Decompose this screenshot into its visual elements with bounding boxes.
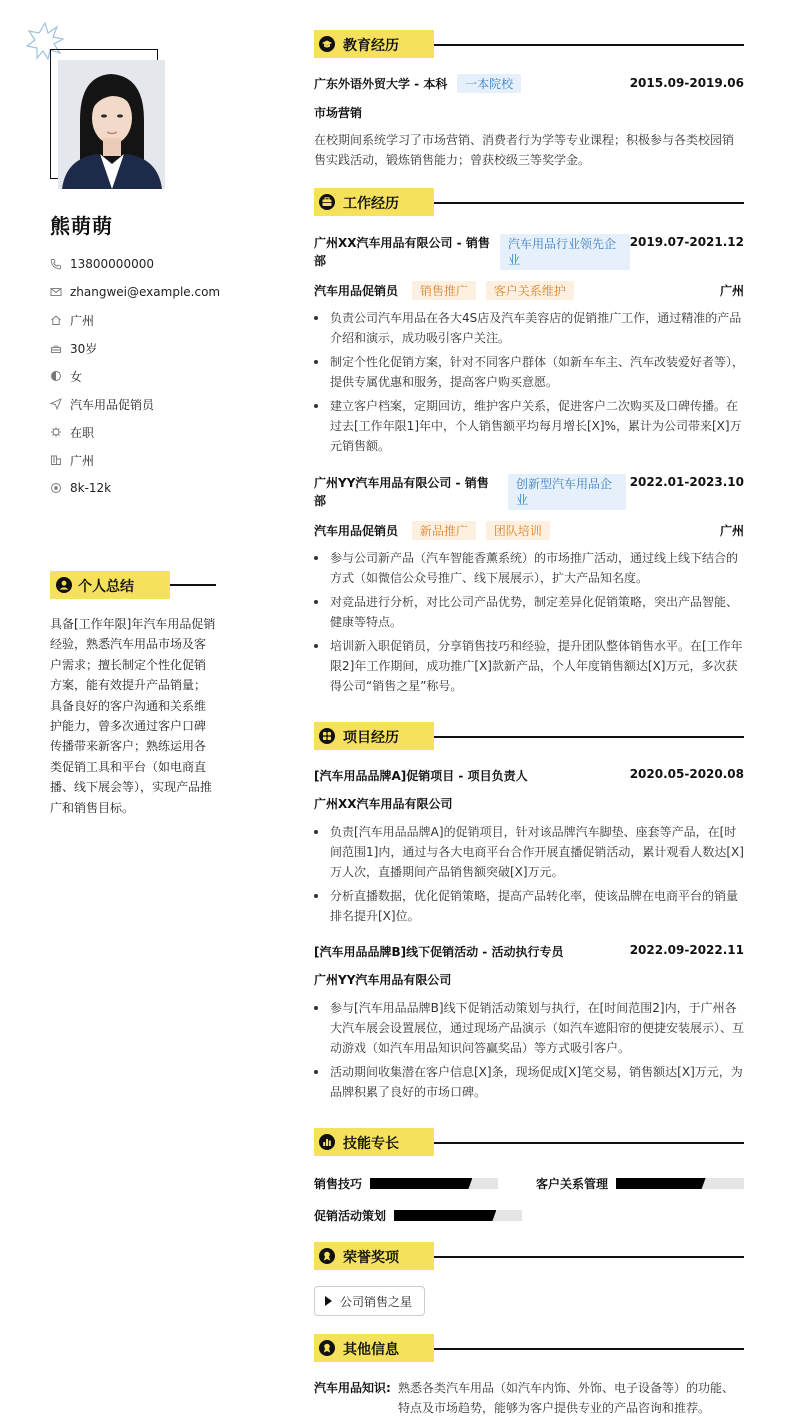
avatar xyxy=(58,60,165,189)
info-status xyxy=(50,418,250,446)
job-tag: 客户关系维护 xyxy=(486,281,574,300)
honors-title: 荣誉奖项 xyxy=(343,1250,399,1266)
other-text: 熟悉各类汽车用品（如汽车内饰、外饰、电子设备等）的功能、特点及市场趋势，能够为客户提供专业的产品咨询和推荐。 xyxy=(398,1381,735,1415)
status-value: 在职 xyxy=(70,425,95,440)
age-value: 30岁 xyxy=(70,341,98,356)
skill-name: 销售技巧 xyxy=(314,1177,363,1191)
bar-chart-icon xyxy=(319,1134,335,1150)
position-icon xyxy=(50,398,62,410)
skill-fill xyxy=(370,1178,472,1189)
work-title: 工作经历 xyxy=(343,196,399,212)
job-company-tag: 创新型汽车用品企业 xyxy=(508,474,626,510)
award-icon xyxy=(319,1248,335,1264)
summary-title: 个人总结 xyxy=(78,579,134,595)
salary-value: 8k-12k xyxy=(70,481,112,495)
projects-title: 项目经历 xyxy=(343,730,399,746)
section-header-line xyxy=(434,202,744,204)
skill-item xyxy=(314,1207,522,1224)
grid-icon xyxy=(319,728,335,744)
job-city: 广州 xyxy=(719,524,744,538)
other-section-header xyxy=(314,1334,744,1362)
salary-icon xyxy=(50,482,62,494)
list-item: 参与[汽车用品品牌B]线下促销活动策划与执行，在[时间范围2]内，于广州各大汽车展会设置展位，通过现场产品演示（如汽车遮阳帘的便捷安装展示）、互动游戏（如汽车用品知识问答赢奖品）等方式吸引客户。 xyxy=(314,998,744,1058)
skills-section-header xyxy=(314,1128,744,1156)
skill-fill xyxy=(616,1178,706,1189)
gender-value: 女 xyxy=(70,369,83,384)
education-section-header xyxy=(314,30,744,58)
list-item: 分析直播数据，优化促销策略，提高产品转化率，使该品牌在电商平台的销量排名提升[X]位。 xyxy=(314,886,744,926)
left-column xyxy=(0,0,260,1418)
education-desc: 在校期间系统学习了市场营销、消费者行为学等专业课程；积极参与各类校园销售实践活动，锻炼销售能力；曾获校级三等奖学金。 xyxy=(314,133,735,167)
graduation-cap-icon xyxy=(319,36,335,52)
skill-item xyxy=(314,1175,498,1192)
info-phone xyxy=(50,250,250,278)
skill-name: 客户关系管理 xyxy=(536,1177,609,1191)
education-title: 教育经历 xyxy=(343,38,399,54)
project-name: [汽车用品品牌A]促销项目 - 项目负责人 xyxy=(314,769,528,783)
award-icon xyxy=(319,1340,335,1356)
gender-icon xyxy=(50,370,62,382)
project-header xyxy=(314,943,744,963)
section-header-line xyxy=(434,1142,744,1144)
city-icon xyxy=(50,454,62,466)
school-tag: 一本院校 xyxy=(457,74,521,93)
list-item: 负责公司汽车用品在各大4S店及汽车美容店的促销推广工作，通过精准的产品介绍和演示，成功吸引客户关注。 xyxy=(314,308,744,348)
job-company: 广州XX汽车用品有限公司 - 销售部 xyxy=(314,236,490,268)
job-role-row xyxy=(314,521,744,541)
honors-section-header xyxy=(314,1242,744,1270)
info-home xyxy=(50,306,250,334)
job-role-row xyxy=(314,281,744,301)
home-icon xyxy=(50,314,62,326)
project-date: 2020.05-2020.08 xyxy=(629,767,744,781)
job-company-tag: 汽车用品行业领先企业 xyxy=(500,234,630,270)
skill-item xyxy=(536,1175,744,1192)
age-icon xyxy=(50,342,62,354)
project-company: 广州XX汽车用品有限公司 xyxy=(314,797,453,811)
email-value: zhangwei@example.com xyxy=(70,285,221,299)
skill-track xyxy=(394,1210,522,1221)
list-item: 建立客户档案，定期回访，维护客户关系，促进客户二次购买及口碑传播。在过去[工作年限1]年中，个人销售额平均每月增长[X]%，累计为公司带来[X]万元销售额。 xyxy=(314,396,744,456)
info-city xyxy=(50,446,250,474)
summary-text: 具备[工作年限]年汽车用品促销经验，熟悉汽车用品市场及客户需求；擅长制定个性化促销方案，能有效提升产品销量；具备良好的客户沟通和关系维护能力，曾多次通过客户口碑传播带来新客户；熟练运用各类促销工具和平台（如电商直播、线下展会等），实现产品推广和销售目标。 xyxy=(50,617,216,815)
job-date: 2019.07-2021.12 xyxy=(629,235,744,249)
section-header-line xyxy=(434,1348,744,1350)
skill-fill xyxy=(394,1210,496,1221)
other-label: 汽车用品知识: xyxy=(314,1381,391,1395)
job-company: 广州YY汽车用品有限公司 - 销售部 xyxy=(314,476,489,508)
position-value: 汽车用品促销员 xyxy=(70,397,155,412)
job-date: 2022.01-2023.10 xyxy=(629,475,744,489)
section-header-line xyxy=(434,736,744,738)
project-date: 2022.09-2022.11 xyxy=(629,943,744,957)
job-tag: 团队培训 xyxy=(486,521,550,540)
list-item: 参与公司新产品（汽车智能香薰系统）的市场推广活动，通过线上线下结合的方式（如微信公众号推广、线下展展示），扩大产品知名度。 xyxy=(314,548,744,588)
phone-value: 13800000000 xyxy=(70,257,154,271)
honor-label: 公司销售之星 xyxy=(340,1294,413,1309)
work-section-header xyxy=(314,188,744,216)
contact-info-list xyxy=(50,250,250,502)
section-header-line xyxy=(434,1256,744,1258)
project-header xyxy=(314,767,744,787)
user-circle-icon xyxy=(56,577,72,593)
skill-track xyxy=(616,1178,744,1189)
email-icon xyxy=(50,286,62,298)
job-role: 汽车用品促销员 xyxy=(314,524,399,538)
city-value: 广州 xyxy=(70,453,95,468)
project-name: [汽车用品品牌B]线下促销活动 - 活动执行专员 xyxy=(314,945,564,959)
skills-title: 技能专长 xyxy=(343,1136,399,1152)
job-tag: 新品推广 xyxy=(412,521,476,540)
job-header xyxy=(314,234,744,270)
job-header xyxy=(314,474,744,510)
projects-section-header xyxy=(314,722,744,750)
status-icon xyxy=(50,426,62,438)
skill-track xyxy=(370,1178,498,1189)
briefcase-icon xyxy=(319,194,335,210)
school-name: 广东外语外贸大学 - 本科 xyxy=(314,77,448,91)
info-position xyxy=(50,390,250,418)
phone-icon xyxy=(50,258,62,270)
job-tag: 销售推广 xyxy=(412,281,476,300)
job-role: 汽车用品促销员 xyxy=(314,284,399,298)
education-major: 市场营销 xyxy=(314,106,363,120)
list-item: 活动期间收集潜在客户信息[X]条，现场促成[X]笔交易，销售额达[X]万元，为品牌积累了良好的市场口碑。 xyxy=(314,1062,744,1102)
home-value: 广州 xyxy=(70,313,95,328)
skill-name: 促销活动策划 xyxy=(314,1209,387,1223)
section-header-line xyxy=(170,584,216,586)
other-title: 其他信息 xyxy=(343,1342,399,1358)
education-school-row xyxy=(314,74,744,94)
info-gender xyxy=(50,362,250,390)
candidate-name: 熊萌萌 xyxy=(50,214,113,238)
list-item: 培训新入职促销员，分享销售技巧和经验，提升团队整体销售水平。在[工作年限2]年工作期间，成功推广[X]款新产品，个人年度销售额达[X]万元，多次获得公司“销售之星”称号。 xyxy=(314,636,744,696)
info-salary xyxy=(50,474,250,502)
job-city: 广州 xyxy=(719,284,744,298)
info-email xyxy=(50,278,250,306)
list-item: 负责[汽车用品品牌A]的促销项目，针对该品牌汽车脚垫、座套等产品，在[时间范围1]内，通过与各大电商平台合作开展直播促销活动，累计观看人数达[X]万人次，直播期间产品销售额突破[X]万元。 xyxy=(314,822,744,882)
project-company: 广州YY汽车用品有限公司 xyxy=(314,973,452,987)
list-item: 制定个性化促销方案，针对不同客户群体（如新车车主、汽车改装爱好者等），提供专属优惠和服务，提高客户购买意愿。 xyxy=(314,352,744,392)
play-triangle-icon xyxy=(325,1296,332,1306)
info-age xyxy=(50,334,250,362)
section-header-line xyxy=(434,44,744,46)
list-item: 对竞品进行分析，对比公司产品优势，制定差异化促销策略，突出产品智能、健康等特点。 xyxy=(314,592,744,632)
summary-section-header xyxy=(50,571,216,599)
education-date: 2015.09-2019.06 xyxy=(629,76,744,90)
honor-item xyxy=(314,1286,425,1316)
